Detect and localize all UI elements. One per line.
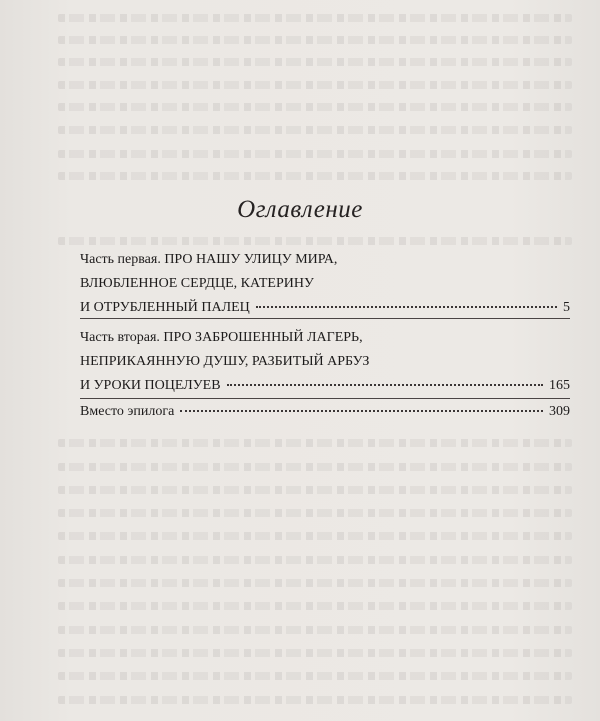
divider xyxy=(80,318,570,319)
dot-leader xyxy=(256,306,557,308)
toc-page-number: 165 xyxy=(549,378,570,393)
show-through-text xyxy=(58,463,572,471)
show-through-text xyxy=(58,556,572,564)
toc-page-number: 309 xyxy=(549,404,570,419)
show-through-text xyxy=(58,626,572,634)
show-through-text xyxy=(58,672,572,680)
show-through-text xyxy=(58,509,572,517)
show-through-text xyxy=(58,486,572,494)
toc-entry-lastline xyxy=(80,404,570,420)
show-through-text xyxy=(58,602,572,610)
divider xyxy=(80,398,570,399)
toc-entry-line: Часть вторая. ПРО ЗАБРОШЕННЫЙ ЛАГЕРЬ, xyxy=(80,330,363,345)
show-through-text xyxy=(58,103,572,111)
toc-page-number: 5 xyxy=(563,300,570,315)
show-through-text xyxy=(58,126,572,134)
show-through-text xyxy=(58,237,572,245)
toc-entry-line: И УРОКИ ПОЦЕЛУЕВ xyxy=(80,378,221,393)
show-through-text xyxy=(58,81,572,89)
toc-entry-line: ВЛЮБЛЕННОЕ СЕРДЦЕ, КАТЕРИНУ xyxy=(80,276,314,291)
show-through-text xyxy=(58,14,572,22)
toc-entry-line: И ОТРУБЛЕННЫЙ ПАЛЕЦ xyxy=(80,300,250,315)
toc-entry-line: Вместо эпилога xyxy=(80,404,175,419)
dot-leader xyxy=(180,410,543,412)
show-through-text xyxy=(58,36,572,44)
show-through-text xyxy=(58,172,572,180)
show-through-text xyxy=(58,696,572,704)
toc-entry-line: НЕПРИКАЯННУЮ ДУШУ, РАЗБИТЫЙ АРБУЗ xyxy=(80,354,370,369)
toc-entry-line: Часть первая. ПРО НАШУ УЛИЦУ МИРА, xyxy=(80,252,338,267)
dot-leader xyxy=(227,384,543,386)
show-through-text xyxy=(58,579,572,587)
toc-entry-lastline xyxy=(80,300,570,316)
show-through-text xyxy=(58,532,572,540)
show-through-text xyxy=(58,649,572,657)
toc-entry-lastline xyxy=(80,378,570,394)
show-through-text xyxy=(58,439,572,447)
toc-title: Оглавление xyxy=(237,196,363,223)
show-through-text xyxy=(58,58,572,66)
show-through-text xyxy=(58,150,572,158)
